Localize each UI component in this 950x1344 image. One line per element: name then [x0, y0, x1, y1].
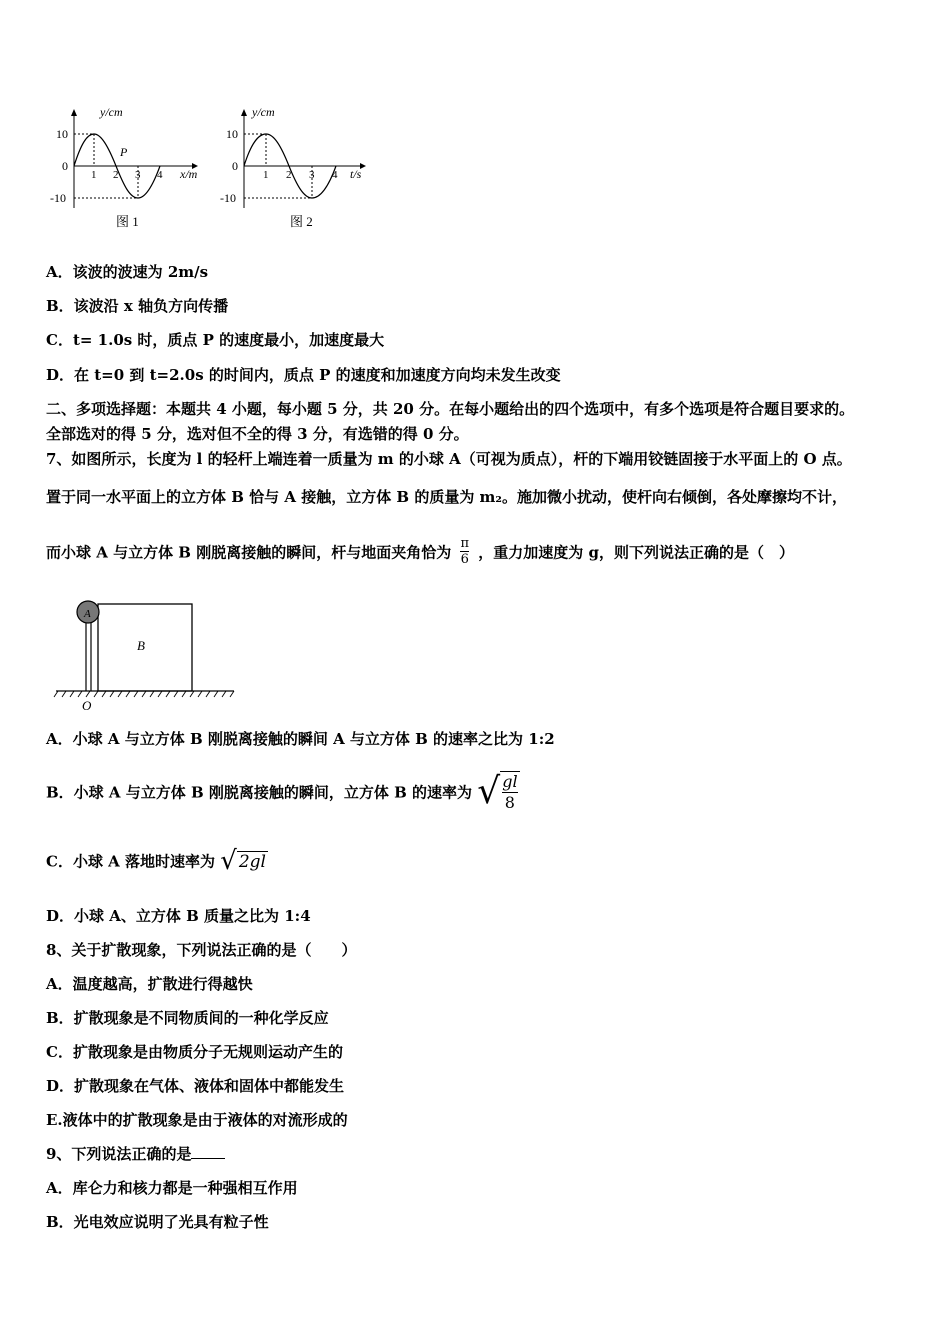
q9-option-b: B．光电效应说明了光具有粒子性: [46, 1213, 269, 1231]
ground-hatching: [54, 691, 234, 697]
q7-stem-line3-post: ，重力加速度为 g，则下列说法正确的是（ ）: [478, 543, 794, 562]
cube-b-label: B: [137, 638, 145, 653]
fig2-ytop: 10: [226, 127, 238, 141]
q8-option-e: E.液体中的扩散现象是由于液体的对流形成的: [46, 1111, 348, 1129]
q8-option-d: D．扩散现象在气体、液体和固体中都能发生: [46, 1077, 345, 1095]
q7-option-c-text: C．小球 A 落地时速率为: [46, 852, 216, 871]
wave-figure-1: [44, 100, 214, 235]
q9-stem: [46, 1143, 225, 1164]
fig1-point-p: P: [120, 145, 128, 159]
sqrt-numerator: gl: [502, 772, 518, 791]
q7-option-c: [46, 848, 268, 874]
q7-option-a: A．小球 A 与立方体 B 刚脱离接触的瞬间 A 与立方体 B 的速率之比为 1:2: [46, 730, 555, 748]
q6-option-d: D．在 t=0 到 t=2.0s 的时间内，质点 P 的速度和加速度方向均未发生改变: [46, 366, 561, 384]
fig1-ytop: 10: [56, 127, 68, 141]
rod-ball-cube-figure: [52, 596, 242, 716]
sqrt-gl-over-8: √ $\frac{gl}{8}$: [477, 771, 518, 812]
fig2-caption: 图 2: [290, 214, 313, 229]
q9-stem-text: 9、下列说法正确的是: [46, 1145, 192, 1163]
q6-option-c: C．t= 1.0s 时，质点 P 的速度最小，加速度最大: [46, 331, 385, 349]
answer-blank: [191, 1158, 225, 1159]
q7-option-d: D．小球 A、立方体 B 质量之比为 1:4: [46, 907, 311, 925]
sqrt-radicand: 2gl: [238, 851, 266, 872]
angle-denominator: 6: [460, 552, 469, 567]
q7-stem-line3-pre: 而小球 A 与立方体 B 刚脱离接触的瞬间，杆与地面夹角恰为: [46, 543, 452, 562]
wave-figure-2: [218, 100, 378, 235]
q7-stem-line2: 置于同一水平面上的立方体 B 恰与 A 接触，立方体 B 的质量为 m₂。施加微小扰动，使杆向右倾倒，各处摩擦均不计，: [46, 488, 847, 506]
fig2-ylabel: y/cm: [252, 105, 275, 119]
angle-numerator: π: [460, 536, 469, 551]
q7-option-b: [46, 770, 520, 814]
angle-fraction: [460, 536, 469, 568]
fig2-ybot: -10: [220, 191, 236, 205]
q8-stem: 8、关于扩散现象，下列说法正确的是（ ）: [46, 941, 357, 959]
q7-option-b-text: B．小球 A 与立方体 B 刚脱离接触的瞬间，立方体 B 的速率为: [46, 783, 473, 802]
fig1-tick-3: 3: [135, 169, 141, 181]
q7-stem-line1: 7、如图所示，长度为 l 的轻杆上端连着一质量为 m 的小球 A（可视为质点），杆的下端用铰链固接于水平面上的 O 点。: [46, 450, 852, 468]
fig1-ylabel: y/cm: [100, 105, 123, 119]
fig2-tick-3: 3: [309, 169, 315, 181]
fig2-yzero: 0: [232, 159, 238, 173]
sqrt-2gl: √ 2gl: [220, 846, 266, 876]
q7-stem-line3: [46, 536, 794, 568]
fig1-yzero: 0: [62, 159, 68, 173]
q8-option-b: B．扩散现象是不同物质间的一种化学反应: [46, 1009, 329, 1027]
fig1-xlabel: x/m: [180, 167, 198, 181]
fig2-tick-1: 1: [263, 169, 269, 181]
q6-option-b: B．该波沿 x 轴负方向传播: [46, 297, 229, 315]
q9-option-a: A．库仑力和核力都是一种强相互作用: [46, 1179, 298, 1197]
q8-option-a: A．温度越高，扩散进行得越快: [46, 975, 253, 993]
ball-a-label: A: [84, 608, 91, 620]
q6-option-a: A．该波的波速为 2m/s: [46, 263, 209, 281]
section2-heading-line1: 二、多项选择题：本题共 4 小题，每小题 5 分，共 20 分。在每小题给出的四个选项中，有多个选项是符合题目要求的。: [46, 400, 855, 418]
fig1-tick-4: 4: [157, 169, 163, 181]
fig2-xlabel: t/s: [350, 167, 362, 181]
fig1-ybot: -10: [50, 191, 66, 205]
fig2-tick-2: 2: [286, 169, 292, 181]
fig2-tick-4: 4: [332, 169, 338, 181]
section2-heading-line2: 全部选对的得 5 分，选对但不全的得 3 分，有选错的得 0 分。: [46, 425, 469, 443]
fig1-tick-2: 2: [113, 169, 119, 181]
q8-option-c: C．扩散现象是由物质分子无规则运动产生的: [46, 1043, 343, 1061]
fig1-caption: 图 1: [116, 214, 139, 229]
sqrt-denominator: 8: [502, 792, 517, 813]
fig1-tick-1: 1: [91, 169, 97, 181]
pivot-o-label: O: [82, 698, 92, 713]
cube-b: [98, 604, 192, 691]
